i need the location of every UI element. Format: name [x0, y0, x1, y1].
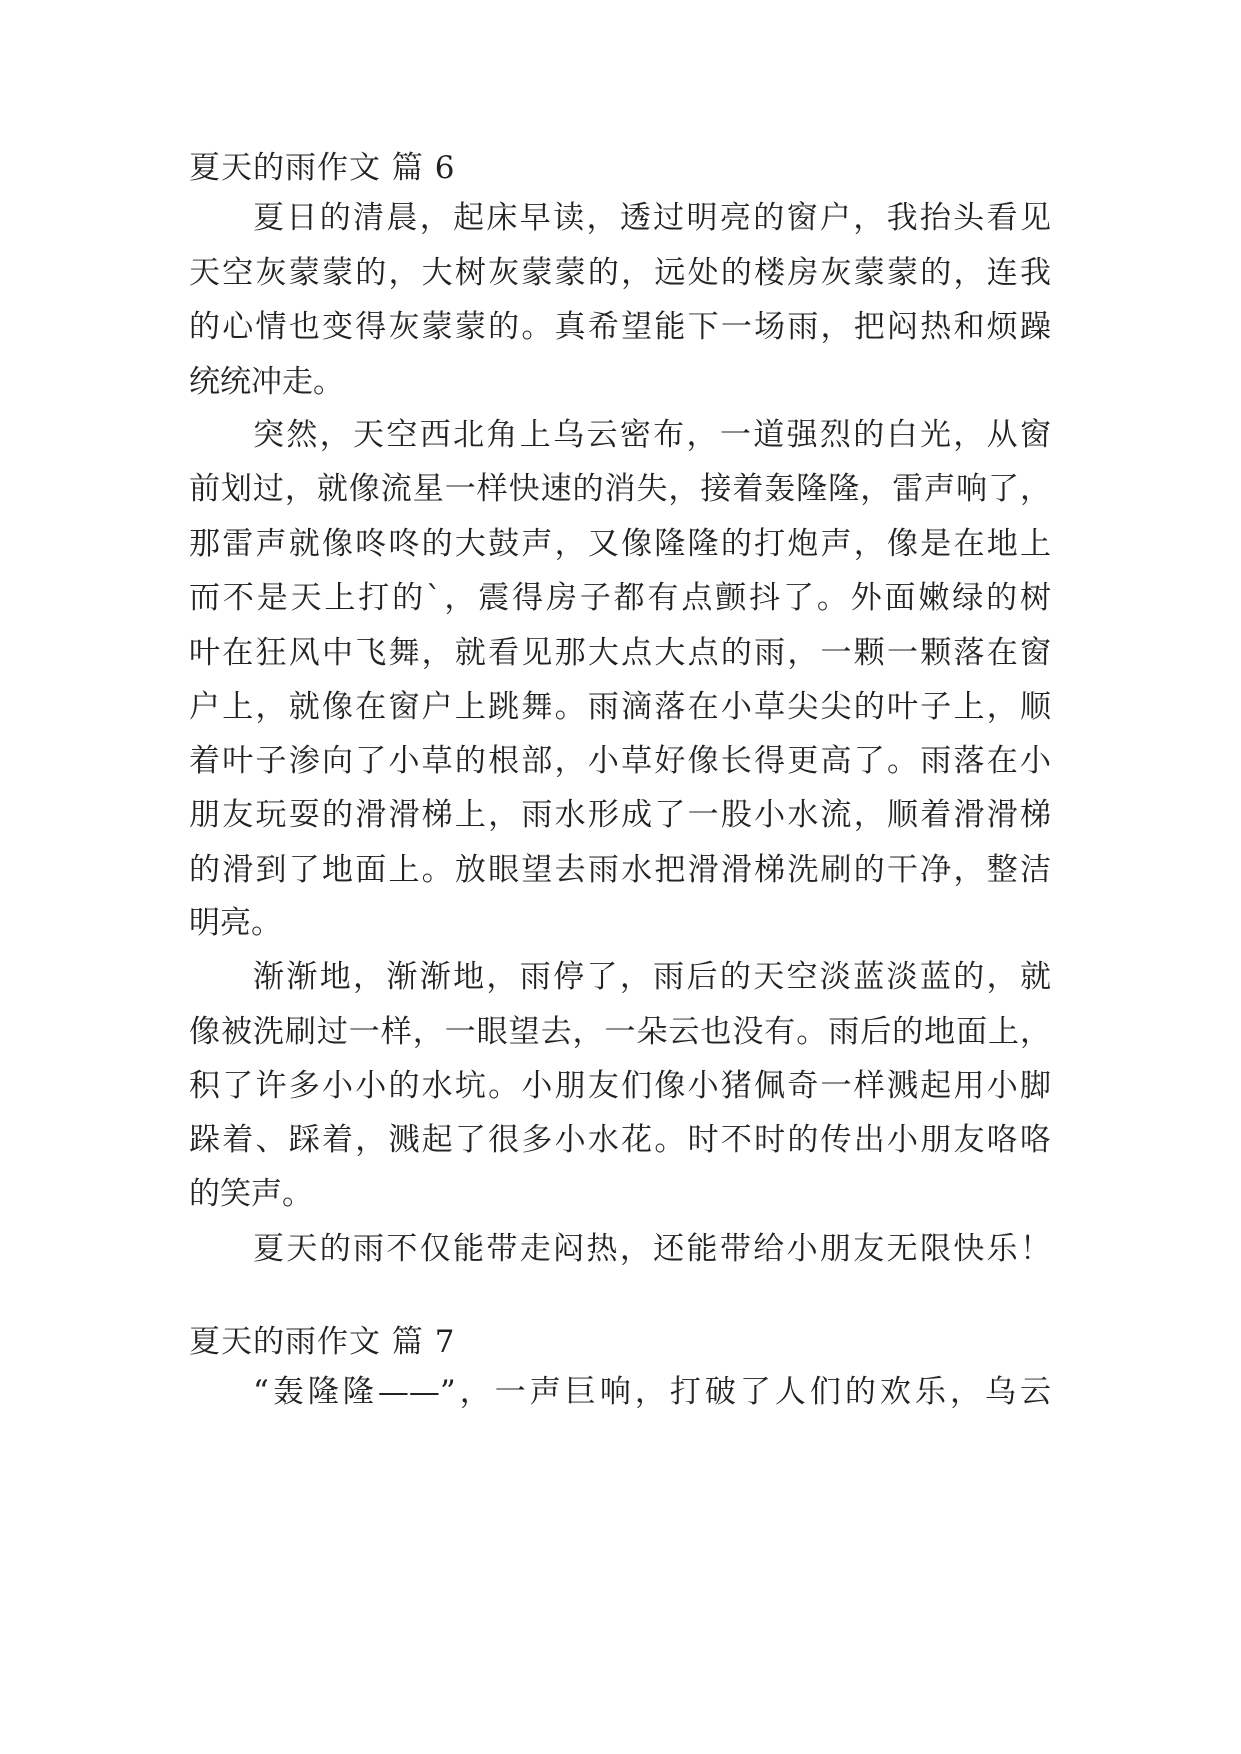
paragraph-line: 的笑声。 [189, 1176, 313, 1212]
paragraph-line: 那雷声就像咚咚的大鼓声，又像隆隆的打炮声，像是在地上 [189, 526, 1051, 562]
paragraph-line: 而不是天上打的`，震得房子都有点颤抖了。外面嫩绿的树 [189, 580, 1051, 616]
paragraph-line: 跺着、踩着，溅起了很多小水花。时不时的传出小朋友咯咯 [189, 1122, 1051, 1158]
section-heading-7: 夏天的雨作文 篇 7 [189, 1324, 456, 1360]
paragraph-line: 突然，天空西北角上乌云密布，一道强烈的白光，从窗 [253, 417, 1051, 453]
paragraph-line: 天空灰蒙蒙的，大树灰蒙蒙的，远处的楼房灰蒙蒙的，连我 [189, 255, 1051, 291]
paragraph-line: “轰隆隆——”，一声巨响，打破了人们的欢乐，乌云 [253, 1374, 1051, 1410]
paragraph-line: 明亮。 [189, 905, 282, 941]
paragraph-line: 户上，就像在窗户上跳舞。雨滴落在小草尖尖的叶子上，顺 [189, 689, 1051, 725]
paragraph-line: 统统冲走。 [189, 364, 344, 400]
paragraph-line: 的心情也变得灰蒙蒙的。真希望能下一场雨，把闷热和烦躁 [189, 309, 1051, 345]
section-heading-6: 夏天的雨作文 篇 6 [189, 150, 456, 186]
paragraph-line: 叶在狂风中飞舞，就看见那大点大点的雨，一颗一颗落在窗 [189, 635, 1051, 671]
paragraph-line: 积了许多小小的水坑。小朋友们像小猪佩奇一样溅起用小脚 [189, 1068, 1051, 1104]
paragraph-line: 渐渐地，渐渐地，雨停了，雨后的天空淡蓝淡蓝的，就 [253, 959, 1051, 995]
paragraph-line: 着叶子渗向了小草的根部，小草好像长得更高了。雨落在小 [189, 743, 1051, 779]
paragraph-line: 的滑到了地面上。放眼望去雨水把滑滑梯洗刷的干净，整洁 [189, 852, 1051, 888]
paragraph-line: 像被洗刷过一样，一眼望去，一朵云也没有。雨后的地面上， [189, 1014, 1051, 1050]
paragraph-line: 夏日的清晨，起床早读，透过明亮的窗户，我抬头看见 [253, 200, 1051, 236]
paragraph-line: 前划过，就像流星一样快速的消失，接着轰隆隆，雷声响了， [189, 471, 1051, 507]
paragraph-line: 朋友玩耍的滑滑梯上，雨水形成了一股小水流，顺着滑滑梯 [189, 797, 1051, 833]
paragraph-line: 夏天的雨不仅能带走闷热，还能带给小朋友无限快乐！ [253, 1231, 1051, 1267]
